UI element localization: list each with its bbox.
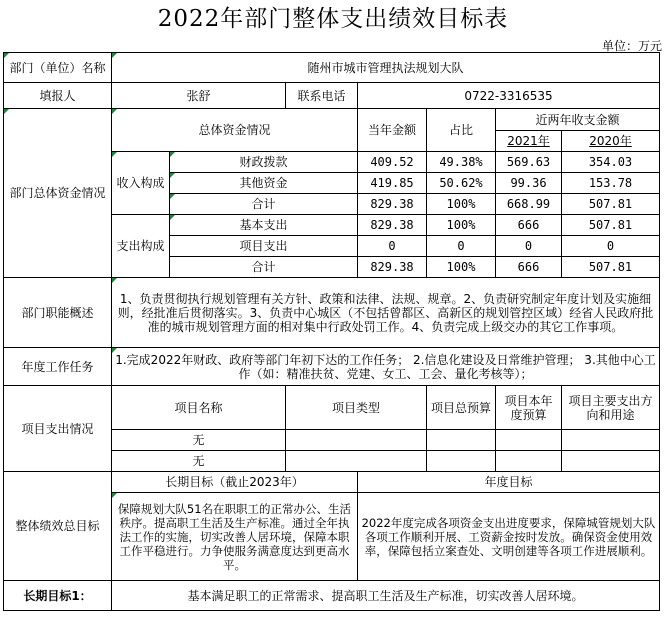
income-row-amount: 409.52 — [358, 152, 427, 173]
recent-years-header: 近两年收支金额 — [496, 109, 660, 131]
page-title: 2022年部门整体支出绩效目标表 — [157, 6, 509, 32]
project-header-usage: 项目主要支出方向和用途 — [562, 386, 660, 430]
duty-text: 1、负责贯彻执行规划管理有关方针、政策和法律、法规、规章。2、负责研究制定年度计划及实施细则，经批准后贯彻落实。3、负责中心城区（不包括曾都区、高新区的规划管控区域）经省人民政府批准的城市规划管理方面的相对集中行政处罚工作。4、负责完成上级交办的其它工作事项。 — [112, 278, 660, 348]
ratio-header: 占比 — [427, 109, 496, 152]
income-row-2020: 354.03 — [562, 152, 660, 173]
duty-label: 部门职能概述 — [4, 278, 112, 348]
project-row-name: 无 — [112, 451, 286, 472]
long-goal-header: 长期目标（截止2023年） — [112, 472, 358, 493]
expense-row-2020: 507.81 — [562, 215, 660, 236]
income-total-ratio: 100% — [427, 194, 496, 215]
long-goal-text: 保障规划大队51名在职职工的正常办公、生活秩序。提高职工生活及生产标准。通过全年执法工作的实施，切实改善人居环境，保障本职工作平稳进行。力争使服务满意度达到更高水平。 — [112, 493, 358, 581]
project-row-total — [427, 451, 496, 472]
project-header-type: 项目类型 — [286, 386, 427, 430]
project-header-annual: 项目本年度预算 — [496, 386, 562, 430]
long-goal-1-label: 长期目标1： — [4, 581, 112, 611]
funds-section-label: 部门总体资金情况 — [4, 109, 112, 278]
project-row-total — [427, 430, 496, 451]
expense-row-2021: 666 — [496, 215, 562, 236]
filler-label: 填报人 — [4, 83, 112, 109]
tasks-label: 年度工作任务 — [4, 348, 112, 386]
income-total-2020: 507.81 — [562, 194, 660, 215]
income-row-name: 财政拨款 — [170, 152, 358, 173]
annual-goal-text: 2022年度完成各项资金支出进度要求，保障城管规划大队各项工作顺利开展、工资薪金按时发放。确保资金使用效率，保障包括立案查处、文明创建等各项工作进展顺利。 — [358, 493, 660, 581]
project-label: 项目支出情况 — [4, 386, 112, 472]
year-2021-header: 2021年 — [496, 131, 562, 152]
project-header-name: 项目名称 — [112, 386, 286, 430]
expense-total-ratio: 100% — [427, 257, 496, 278]
expense-total-name: 合计 — [170, 257, 358, 278]
income-row-amount: 419.85 — [358, 173, 427, 194]
expense-label: 支出构成 — [112, 215, 170, 278]
income-row-2021: 99.36 — [496, 173, 562, 194]
phone-value: 0722-3316535 — [358, 83, 660, 109]
project-row-name: 无 — [112, 430, 286, 451]
project-header-total: 项目总预算 — [427, 386, 496, 430]
expense-total-2020: 507.81 — [562, 257, 660, 278]
expense-row-2021: 0 — [496, 236, 562, 257]
income-total-amount: 829.38 — [358, 194, 427, 215]
income-row-ratio: 49.38% — [427, 152, 496, 173]
expense-row-ratio: 100% — [427, 215, 496, 236]
income-row-ratio: 50.62% — [427, 173, 496, 194]
income-row-2021: 569.63 — [496, 152, 562, 173]
project-row-type — [286, 430, 427, 451]
income-row-2020: 153.78 — [562, 173, 660, 194]
project-row-annual — [496, 451, 562, 472]
expense-row-name: 基本支出 — [170, 215, 358, 236]
performance-table — [3, 52, 660, 611]
project-row-usage — [562, 451, 660, 472]
dept-label: 部门（单位）名称 — [4, 53, 112, 83]
unit-label: 单位：万元 — [601, 39, 662, 53]
goals-label: 整体绩效总目标 — [4, 472, 112, 581]
expense-total-amount: 829.38 — [358, 257, 427, 278]
income-row-name: 其他资金 — [170, 173, 358, 194]
dept-name: 随州市城市管理执法规划大队 — [112, 53, 660, 83]
current-amount-header: 当年金额 — [358, 109, 427, 152]
income-total-name: 合计 — [170, 194, 358, 215]
tasks-text: 1.完成2022年财政、政府等部门年初下达的工作任务； 2.信息化建设及日常维护管理； 3.其他中心工作（如：精准扶贫、党建、女工、工会、量化考核等）； — [112, 348, 660, 386]
income-total-2021: 668.99 — [496, 194, 562, 215]
annual-goal-header: 年度目标 — [358, 472, 660, 493]
filler-name: 张舒 — [112, 83, 286, 109]
expense-row-2020: 0 — [562, 236, 660, 257]
income-label: 收入构成 — [112, 152, 170, 215]
expense-row-ratio: 0 — [427, 236, 496, 257]
phone-label: 联系电话 — [286, 83, 358, 109]
expense-row-amount: 0 — [358, 236, 427, 257]
expense-row-amount: 829.38 — [358, 215, 427, 236]
long-goal-1-text: 基本满足职工的正常需求、提高职工生活及生产标准，切实改善人居环境。 — [112, 581, 660, 611]
project-row-annual — [496, 430, 562, 451]
funds-overall-header: 总体资金情况 — [112, 109, 358, 152]
year-2020-header: 2020年 — [562, 131, 660, 152]
expense-row-name: 项目支出 — [170, 236, 358, 257]
project-row-type — [286, 451, 427, 472]
expense-total-2021: 666 — [496, 257, 562, 278]
project-row-usage — [562, 430, 660, 451]
